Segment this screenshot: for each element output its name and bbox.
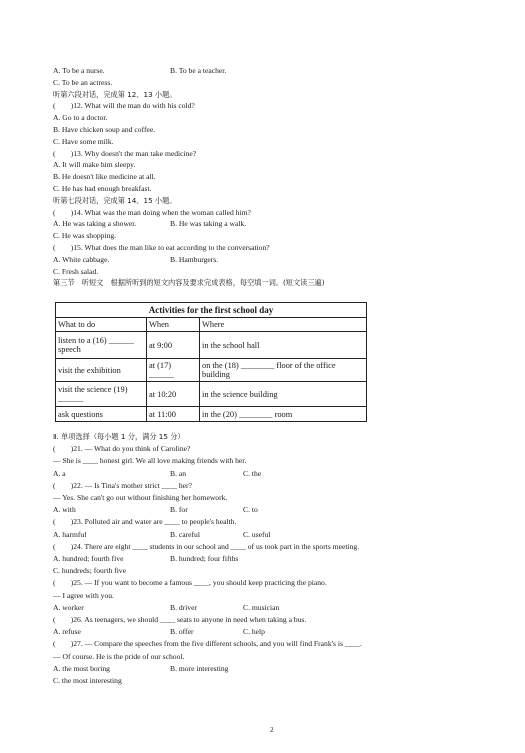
question-line [53, 676, 122, 686]
option-c: C. useful [243, 529, 271, 539]
question-line [53, 267, 98, 277]
option-b: B. To be a teacher. [170, 66, 227, 75]
line-text: B. He doesn't like medicine at all. [53, 172, 156, 182]
question-line [53, 254, 219, 265]
question-line [53, 639, 362, 649]
line-text: — Of course. He is the pride of our school. [53, 651, 185, 661]
question-line [53, 125, 155, 135]
table-cell: in the (20) ________ room [200, 407, 367, 422]
line-text: A. a [53, 468, 66, 478]
table-cell: at 10:20 [147, 382, 200, 407]
option-c: C. help [243, 627, 265, 637]
table-header: When [147, 318, 200, 332]
line-text: A. It will make him sleepy. [53, 160, 136, 170]
table-cell: at 11:00 [147, 407, 200, 422]
line-text: C. the most interesting [53, 676, 122, 685]
line-text: ( )24. There are eight ____ students in our school and ____ of us took part in the sports meeting. [53, 541, 360, 551]
question-line [53, 137, 114, 147]
question-line [53, 602, 280, 613]
question-line [53, 149, 196, 159]
question-line [53, 172, 156, 182]
line-text: ( )21. — What do you think of Caroline? [53, 444, 191, 454]
table-cell: in the science building [200, 382, 367, 407]
line-text: ( )27. — Compare the speeches from the five different schools, and you will find Frank's is ____. [53, 639, 362, 649]
table-cell: listen to a (16) ______ speech [56, 332, 147, 359]
line-text: 听第七段对话，完成第 14、15 小题。 [53, 195, 177, 205]
option-b: B. hundred; four fifths [170, 554, 239, 563]
line-text: ( )15. What does the man like to eat according to the conversation? [53, 243, 270, 252]
question-line [53, 160, 135, 170]
question-line [53, 517, 236, 527]
activities-table [55, 302, 367, 422]
table-cell: at (17) ______ [147, 359, 200, 382]
line-text: ( )23. Polluted air and water are ____ to people's health. [53, 517, 237, 527]
question-line [53, 208, 251, 218]
section-heading [53, 278, 325, 288]
question-line [53, 529, 271, 540]
option-b: B. offer [170, 627, 194, 637]
line-text: C. He was shopping. [53, 231, 117, 241]
option-b: B. Hamburgers. [170, 254, 219, 264]
question-line [53, 493, 227, 503]
line-text: C. hundreds; fourth five [53, 566, 126, 576]
page-number: 2 [270, 726, 274, 734]
question-line [53, 505, 258, 515]
question-line [53, 542, 359, 552]
question-line [53, 184, 151, 194]
table-cell: on the (18) ________ floor of the office building [200, 359, 367, 382]
option-b: B. He was taking a walk. [170, 219, 247, 229]
option-b: B. more interesting [170, 663, 229, 673]
question-line [53, 456, 246, 466]
option-c: C. the [243, 468, 262, 478]
table-cell: ask questions [56, 407, 147, 422]
section-heading [53, 196, 177, 206]
line-text: C. To be an actress. [53, 77, 113, 87]
option-b: B. an [170, 468, 187, 478]
line-text: ( )26. As teenagers, we should ____ seats to anyone in need when taking a bus. [53, 615, 307, 624]
line-text: A. with [53, 505, 76, 515]
line-text: ( )12. What will the man do with his cold? [53, 101, 195, 111]
line-text: ( )13. Why doesn't the man take medicine? [53, 148, 197, 158]
table-title: Activities for the first school day [56, 303, 367, 318]
line-text: B. Have chicken soup and coffee. [53, 125, 156, 134]
line-text: A. To be a nurse. [53, 66, 105, 75]
table-cell: in the school hall [200, 332, 367, 359]
question-line [53, 566, 126, 576]
line-text: ( )25. — If you want to become a famous ____, you should keep practicing the piano. [53, 578, 327, 588]
question-line [53, 113, 107, 123]
line-text: — I agree with you. [53, 590, 114, 600]
section-heading [53, 90, 177, 100]
question-line [53, 554, 239, 564]
question-line [53, 481, 192, 491]
question-line [53, 652, 184, 662]
line-text: ( )22. — Is Tina's mother strict ____ her? [53, 480, 192, 490]
line-text: A. hundred; fourth five [53, 554, 124, 563]
question-line [53, 444, 190, 454]
question-line [53, 101, 195, 111]
question-line [53, 468, 262, 479]
section-heading [53, 432, 185, 442]
question-line [53, 243, 270, 253]
question-line [53, 219, 247, 229]
line-text: — She is ____ honest girl. We all love making friends with her. [53, 456, 247, 466]
line-text: Ⅱ. 单项选择（每小题 1 分，满分 15 分） [53, 432, 185, 441]
line-text: 第三节 听短文 根据所听到的短文内容及要求完成表格，每空填一词。(短文读三遍) [53, 278, 325, 288]
option-c: C. to [243, 505, 258, 515]
option-b: B. for [170, 505, 188, 515]
question-line [53, 231, 116, 241]
line-text: A. harmful [53, 529, 87, 539]
line-text: A. White cabbage. [53, 254, 110, 264]
option-b: B. careful [170, 529, 200, 539]
line-text: A. refuse [53, 627, 81, 637]
table-header: Where [200, 318, 367, 332]
line-text: A. Go to a doctor. [53, 113, 108, 123]
table-cell: visit the exhibition [56, 359, 147, 382]
line-text: ( )14. What was the man doing when the woman called him? [53, 207, 251, 217]
question-line [53, 591, 114, 601]
line-text: — Yes. She can't go out without finishing her homework. [53, 493, 228, 502]
line-text: 听第六段对话，完成第 12、13 小题。 [53, 89, 177, 99]
question-line [53, 627, 265, 637]
line-text: A. the most boring [53, 663, 110, 673]
option-c: C. musician [243, 602, 280, 612]
line-text: A. worker [53, 602, 84, 612]
line-text: C. Fresh salad. [53, 266, 99, 276]
line-text: C. Have some milk. [53, 136, 114, 146]
line-text: A. He was taking a shower. [53, 219, 137, 229]
table-cell: visit the science (19) ______ [56, 382, 147, 407]
line-text: C. He has had enough breakfast. [53, 184, 152, 193]
option-b: B. driver [170, 602, 197, 612]
question-line [53, 615, 306, 625]
table-cell: at 9:00 [147, 332, 200, 359]
question-line [53, 78, 112, 88]
question-line [53, 663, 229, 674]
question-line [53, 578, 327, 588]
table-header: What to do [56, 318, 147, 332]
question-line [53, 66, 227, 76]
